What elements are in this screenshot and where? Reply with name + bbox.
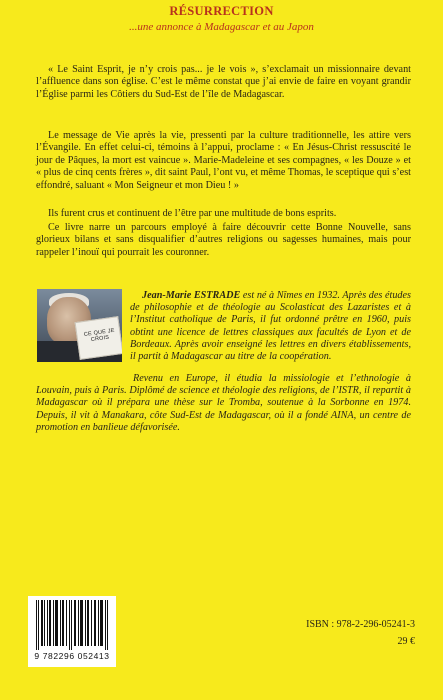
- believers-paragraph: Ils furent crus et continuent de l’être par une multitude de bons esprits.: [48, 208, 337, 219]
- intro-paragraph: « Le Saint Esprit, je n’y crois pas... je le vois », s’exclamait un missionnaire devant l’affluence dans son église. C’est le même constat que j’ai envie de faire en voyant grandir l’Église parmi les Côtiers du Sud-Est de l’île de Madagascar.: [36, 64, 411, 100]
- price-label: 29 €: [397, 636, 415, 647]
- barcode: [28, 596, 116, 667]
- message-paragraph: Le message de Vie après la vie, pressenti par la culture traditionnelle, les attire vers l’Évangile. En effet celui-ci, témoins à l’appui, proclame : « En Jésus-Christ ressuscité le jour de Pâques, la mort est vaincue ». Marie-Madeleine et ses compagnes, « les Douze » et « plus de cinq cents frères », dit saint Paul, l’ont vu, et même Thomas, le sceptique qui s’est effondré, saluant « Mon Seigneur et mon Dieu ! »: [36, 130, 411, 191]
- barcode-bars: [34, 600, 110, 650]
- isbn-number: ISBN : 978-2-296-05241-3: [306, 619, 415, 630]
- summary-paragraph: Ce livre narre un parcours employé à faire découvrir cette Bonne Nouvelle, sans glorieux bilans et sans disqualifier d’autres religions ou sagesses humaines, mais pour rappeler l’inouï qui pourrait les couronner.: [36, 222, 411, 258]
- author-bio-first-text: est né à Nîmes en 1932. Après des études de philosophie et de théologie au Scolasticat des Lazaristes et à l’Institut catholique de Paris, il fut ordonné prêtre en 1960, puis obtint une licence de lettres classiques aux facultés de Lyon et de Bordeaux. Après avoir enseigné les lettres en divers établissements, il partit à Madagascar au titre de la coopération.: [130, 290, 411, 363]
- barcode-digits: 9 782296 052413: [34, 651, 110, 661]
- author-name: Jean-Marie ESTRADE: [142, 290, 241, 301]
- author-photo: [37, 289, 122, 362]
- author-photo-book-text: CE QUE JE CROIS: [83, 327, 115, 344]
- author-bio-second: Revenu en Europe, il étudia la missiologie et l’ethnologie à Louvain, puis à Paris. Diplômé de science et théologie des religions, de l’ISTR, il repartit à Madagascar où il prépara une thèse sur le Tromba, soutenue à la Sorbonne en 1974. Depuis, il vit à Manakara, côte Sud-Est de Madagascar, où il a fondé AINA, un centre de promotion en banlieue défavorisée.: [36, 373, 411, 433]
- book-title: RÉSURRECTION: [169, 4, 274, 18]
- book-subtitle: ...une annonce à Madagascar et au Japon: [129, 21, 314, 33]
- author-bio-first: [130, 290, 411, 363]
- author-photo-book: [75, 316, 122, 360]
